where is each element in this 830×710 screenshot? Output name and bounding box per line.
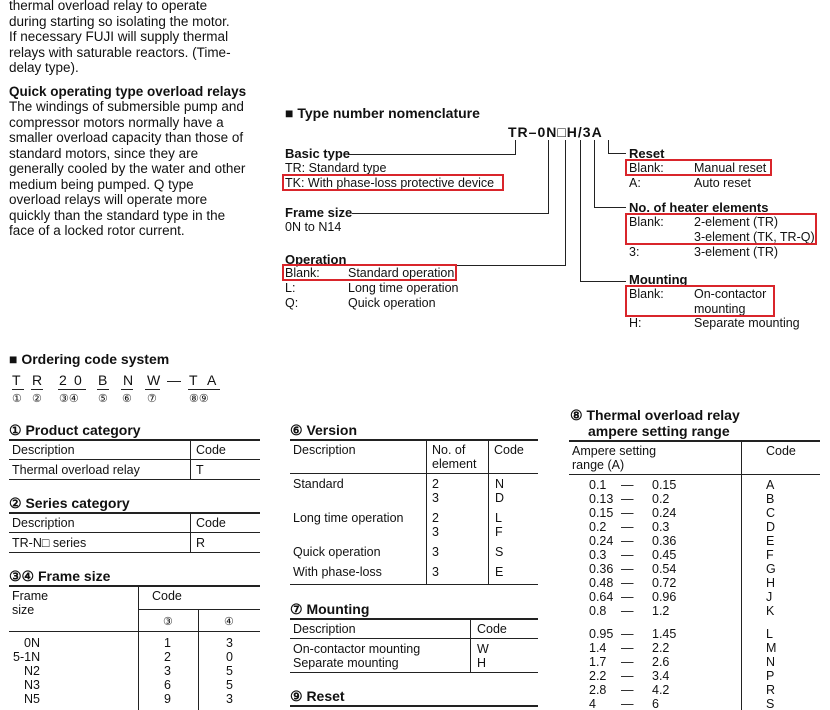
mounting-key: H: <box>629 316 642 330</box>
mounting-value: mounting <box>694 302 746 316</box>
column-header: Description <box>293 622 356 636</box>
range-max: 4.2 <box>652 683 670 697</box>
ampere-row <box>569 548 820 562</box>
ampere-row <box>569 683 820 697</box>
table-cell: 2 <box>432 511 439 525</box>
highlight-box <box>625 213 817 245</box>
range-min: 1.7 <box>589 655 607 669</box>
position-marker: ⑦ <box>147 393 157 405</box>
table-cell: TR-N□ series <box>12 536 87 550</box>
mounting-title: Mounting <box>629 272 688 287</box>
table-cell: 0N <box>24 636 40 650</box>
table-cell: With phase-loss <box>293 565 382 579</box>
range-min: 2.8 <box>589 683 607 697</box>
code-char: R <box>32 372 43 388</box>
column-header: Description <box>12 443 75 457</box>
basic-type-title: Basic type <box>285 146 351 161</box>
code-char: A <box>207 372 217 388</box>
range-max: 1.2 <box>652 604 670 618</box>
range-max: 0.72 <box>652 576 677 590</box>
range-min: 0.36 <box>589 562 614 576</box>
type-number: TR–0N□H/3A <box>508 124 603 140</box>
ordering-heading: ■ Ordering code system <box>9 351 170 367</box>
table-cell: 5 <box>226 664 233 678</box>
column-header: Code <box>152 589 182 603</box>
operation-key: L: <box>285 281 296 295</box>
mounting-value: On-contactor <box>694 287 767 301</box>
operation-key: Blank: <box>285 266 320 280</box>
range-min: 0.95 <box>589 627 614 641</box>
range-max: 0.54 <box>652 562 677 576</box>
range-max: 0.96 <box>652 590 677 604</box>
reset-key: Blank: <box>629 161 664 175</box>
ampere-row <box>569 520 820 534</box>
ampere-row <box>569 641 820 655</box>
table-cell: T <box>196 463 204 477</box>
quick-heading: Quick operating type overload relays <box>9 84 247 99</box>
frame-size-title: Frame size <box>285 205 353 220</box>
highlight-box <box>282 174 504 191</box>
version-heading: ⑥ Version <box>290 422 358 438</box>
position-marker: ① <box>12 393 22 405</box>
table-cell: 3 <box>432 491 439 505</box>
range-max: 0.24 <box>652 506 677 520</box>
range-max: 0.2 <box>652 492 670 506</box>
table-cell: Long time operation <box>293 511 404 525</box>
table-cell: 2 <box>432 477 439 491</box>
table-cell: R <box>196 536 206 550</box>
range-min: 0.15 <box>589 506 614 520</box>
range-code: L <box>766 627 773 641</box>
range-max: 0.15 <box>652 478 677 492</box>
range-dash: — <box>621 604 634 618</box>
reset-key: A: <box>629 176 641 190</box>
code-char: T <box>12 372 21 388</box>
range-dash: — <box>621 506 634 520</box>
position-marker: ⑤ <box>98 393 108 405</box>
range-code: R <box>766 683 776 697</box>
table-cell: N5 <box>24 692 40 706</box>
range-dash: — <box>621 520 634 534</box>
range-code: H <box>766 576 776 590</box>
ampere-heading-2: ampere setting range <box>588 423 730 439</box>
range-dash: — <box>621 641 634 655</box>
table-cell: Separate mounting <box>293 656 399 670</box>
column-header: Description <box>12 516 75 530</box>
ampere-rows-group-b <box>569 627 820 710</box>
highlight-box <box>282 264 457 281</box>
range-min: 2.2 <box>589 669 607 683</box>
table-cell: 6 <box>164 678 171 692</box>
range-code: N <box>766 655 776 669</box>
table-cell: N3 <box>24 678 40 692</box>
range-code: B <box>766 492 775 506</box>
range-min: 0.13 <box>589 492 614 506</box>
table-cell: D <box>495 491 505 505</box>
column-header: Description <box>293 443 356 457</box>
range-max: 2.2 <box>652 641 670 655</box>
basic-type-tr: TR: Standard type <box>285 161 387 175</box>
column-header: No. of <box>432 443 466 457</box>
quick-paragraph: The windings of submersible pump and compressor motors normally have a smaller overload capacity than those of standard motors, since they are generally cooled by the water and other medium being pumped. Q type overload relays will operate more quickly than the standard type in the face of a locked rotor current. <box>9 99 246 238</box>
table-cell: On-contactor mounting <box>293 642 421 656</box>
table-cell: 5 <box>226 678 233 692</box>
range-min: 0.64 <box>589 590 614 604</box>
table-cell: 3 <box>164 664 171 678</box>
table-cell: 3 <box>432 545 439 559</box>
ampere-row <box>569 506 820 520</box>
intro-paragraph: thermal overload relay to operate during starting so isolating the motor. If necessary FUJI will supply thermal relays with saturable reactors. (Time- delay type). <box>9 0 231 75</box>
range-code: M <box>766 641 777 655</box>
column-header: element <box>432 457 477 471</box>
table-cell: E <box>495 565 504 579</box>
reset-value: Auto reset <box>694 176 751 190</box>
range-min: 0.8 <box>589 604 607 618</box>
range-dash: — <box>621 627 634 641</box>
table-cell: F <box>495 525 503 539</box>
code-char: 2 <box>59 372 67 388</box>
range-min: 0.24 <box>589 534 614 548</box>
range-min: 1.4 <box>589 641 607 655</box>
operation-key: Q: <box>285 296 299 310</box>
range-min: 0.48 <box>589 576 614 590</box>
highlight-box <box>625 285 775 317</box>
operation-title: Operation <box>285 252 347 267</box>
range-max: 0.45 <box>652 548 677 562</box>
range-code: F <box>766 548 774 562</box>
table-cell: 3 <box>226 636 233 650</box>
ampere-row <box>569 655 820 669</box>
range-code: P <box>766 669 775 683</box>
ampere-row <box>569 478 820 492</box>
operation-value: Quick operation <box>348 296 436 310</box>
column-header: range (A) <box>572 458 625 472</box>
position-marker: ② <box>32 393 42 405</box>
column-header: size <box>12 603 35 617</box>
table-cell: 9 <box>164 692 171 706</box>
range-dash: — <box>621 683 634 697</box>
range-dash: — <box>621 669 634 683</box>
mounting-value: Separate mounting <box>694 316 800 330</box>
range-min: 0.1 <box>589 478 607 492</box>
range-min: 0.3 <box>589 548 607 562</box>
range-code: K <box>766 604 775 618</box>
table-cell: N <box>495 477 505 491</box>
range-dash: — <box>621 697 634 710</box>
code-char: — <box>167 372 181 388</box>
range-dash: — <box>621 478 634 492</box>
table-cell: 3 <box>432 565 439 579</box>
code-char: W <box>147 372 161 388</box>
range-code: G <box>766 562 776 576</box>
range-code: J <box>766 590 773 604</box>
table-cell: N2 <box>24 664 40 678</box>
column-header: Code <box>766 444 796 458</box>
heater-value: 2-element (TR) <box>694 215 779 229</box>
table-cell: S <box>495 545 504 559</box>
ampere-row <box>569 576 820 590</box>
code-char: 0 <box>74 372 82 388</box>
code-char: N <box>123 372 134 388</box>
table-cell: 5-1N <box>13 650 41 664</box>
ampere-row <box>569 534 820 548</box>
range-code: D <box>766 520 776 534</box>
reset-title: Reset <box>629 146 665 161</box>
range-dash: — <box>621 548 634 562</box>
column-header: ④ <box>224 616 234 628</box>
code-char: T <box>189 372 198 388</box>
column-header: Ampere setting <box>572 444 657 458</box>
range-code: A <box>766 478 775 492</box>
column-header: Code <box>494 443 524 457</box>
heater-value: 3-element (TR) <box>694 245 779 259</box>
table-cell: 3 <box>432 525 439 539</box>
column-header: Code <box>196 516 226 530</box>
code-char: B <box>98 372 108 388</box>
ampere-rows-group-a <box>569 478 820 618</box>
ampere-row <box>569 627 820 641</box>
table-cell: L <box>495 511 502 525</box>
operation-value: Standard operation <box>348 266 455 280</box>
range-dash: — <box>621 590 634 604</box>
reset-table-heading: ⑨ Reset <box>290 688 345 704</box>
table-cell: 1 <box>164 636 171 650</box>
range-max: 2.6 <box>652 655 670 669</box>
highlight-box <box>625 159 772 176</box>
frame-table-heading: ③④ Frame size <box>9 568 111 584</box>
ampere-heading-1: ⑧ Thermal overload relay <box>570 407 740 423</box>
series-category-heading: ② Series category <box>9 495 130 511</box>
table-cell: Quick operation <box>293 545 381 559</box>
heater-key: 3: <box>629 245 640 259</box>
range-max: 1.45 <box>652 627 677 641</box>
reset-value: Manual reset <box>694 161 767 175</box>
range-dash: — <box>621 534 634 548</box>
column-header: Code <box>477 622 507 636</box>
range-dash: — <box>621 562 634 576</box>
table-cell: W <box>477 642 489 656</box>
ampere-row <box>569 492 820 506</box>
column-header: Code <box>196 443 226 457</box>
ampere-row <box>569 604 820 618</box>
column-header: ③ <box>163 616 173 628</box>
nomenclature-heading: ■ Type number nomenclature <box>285 105 480 121</box>
table-cell: H <box>477 656 487 670</box>
range-max: 3.4 <box>652 669 670 683</box>
table-cell: Standard <box>293 477 344 491</box>
range-min: 4 <box>589 697 596 710</box>
table-cell: Thermal overload relay <box>12 463 140 477</box>
heater-title: No. of heater elements <box>629 200 769 215</box>
position-marker: ⑧⑨ <box>189 393 209 405</box>
mounting-key: Blank: <box>629 287 664 301</box>
range-max: 6 <box>652 697 659 710</box>
ampere-row <box>569 590 820 604</box>
table-cell: 2 <box>164 650 171 664</box>
range-code: C <box>766 506 776 520</box>
basic-type-tk: TK: With phase-loss protective device <box>285 176 495 190</box>
range-dash: — <box>621 655 634 669</box>
heater-value: 3-element (TK, TR-Q) <box>694 230 815 244</box>
product-category-heading: ① Product category <box>9 422 141 438</box>
range-dash: — <box>621 492 634 506</box>
position-marker: ③④ <box>59 393 79 405</box>
frame-size-range: 0N to N14 <box>285 220 342 234</box>
range-max: 0.36 <box>652 534 677 548</box>
heater-key: Blank: <box>629 215 664 229</box>
table-cell: 3 <box>226 692 233 706</box>
operation-value: Long time operation <box>348 281 459 295</box>
column-header: Frame <box>12 589 49 603</box>
position-marker: ⑥ <box>122 393 132 405</box>
range-min: 0.2 <box>589 520 607 534</box>
ampere-row <box>569 697 820 710</box>
ampere-row <box>569 562 820 576</box>
range-code: S <box>766 697 775 710</box>
mounting-table-heading: ⑦ Mounting <box>290 601 370 617</box>
ampere-row <box>569 669 820 683</box>
range-dash: — <box>621 576 634 590</box>
range-max: 0.3 <box>652 520 670 534</box>
table-cell: 0 <box>226 650 233 664</box>
range-code: E <box>766 534 775 548</box>
